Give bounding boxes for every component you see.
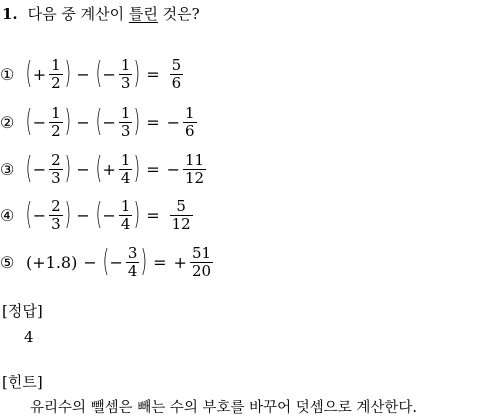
fraction: $\frac{1}{2}$ — [51, 103, 61, 140]
option-expression: ( − $\frac{2}{3}$ ) − ( + $\frac{1}{4}$ ) = − $\frac{11}{12}$ — [25, 150, 205, 187]
answer-label: [정답] — [2, 302, 43, 320]
fraction: $\frac{3}{4}$ — [127, 243, 138, 280]
fraction: $\frac{1}{4}$ — [120, 150, 131, 187]
answer-value: 4 — [24, 328, 34, 346]
option-marker: ① — [0, 64, 15, 84]
fraction: $\frac{1}{2}$ — [51, 55, 61, 92]
fraction: $\frac{1}{3}$ — [120, 55, 131, 92]
question-header — [2, 3, 200, 24]
option-5[interactable] — [0, 239, 215, 285]
option-marker: ⑤ — [0, 252, 15, 272]
option-expression: ( − $\frac{2}{3}$ ) − ( − $\frac{1}{4}$ ) = $\frac{5}{12}$ — [25, 196, 191, 233]
option-expression: ( − $\frac{1}{2}$ ) − ( − $\frac{1}{3}$ ) = − $\frac{1}{6}$ — [25, 103, 195, 140]
decimal-term: (+1.8) — [26, 252, 78, 272]
option-marker: ④ — [0, 205, 15, 225]
option-expression: ( + $\frac{1}{2}$ ) − ( − $\frac{1}{3}$ ) = $\frac{5}{6}$ — [25, 55, 182, 92]
fraction: $\frac{11}{12}$ — [185, 150, 205, 187]
fraction: $\frac{1}{3}$ — [120, 103, 131, 140]
option-marker: ③ — [0, 159, 15, 179]
fraction: $\frac{51}{20}$ — [191, 243, 212, 280]
option-2[interactable] — [0, 99, 199, 145]
fraction: $\frac{1}{6}$ — [185, 103, 195, 140]
underlined-word: 틀린 — [128, 5, 158, 23]
hint-text: 유리수의 뺄셈은 빼는 수의 부호를 바꾸어 덧셈으로 계산한다. — [30, 400, 418, 416]
option-4[interactable] — [0, 192, 195, 238]
option-marker: ② — [0, 112, 15, 132]
option-expression: (+1.8) − ( − $\frac{3}{4}$ ) = + $\frac{51}{20}$ — [26, 243, 212, 280]
fraction: $\frac{2}{3}$ — [51, 150, 61, 187]
option-1[interactable] — [0, 51, 185, 97]
question-number: 1. — [2, 5, 18, 23]
fraction: $\frac{1}{4}$ — [120, 196, 131, 233]
question-text: 다음 중 계산이 틀린 것은? — [27, 5, 200, 23]
hint-label: [힌트] — [2, 373, 43, 391]
fraction: $\frac{2}{3}$ — [51, 196, 61, 233]
option-3[interactable] — [0, 146, 208, 192]
fraction: $\frac{5}{12}$ — [171, 196, 191, 233]
fraction: $\frac{5}{6}$ — [171, 55, 182, 92]
